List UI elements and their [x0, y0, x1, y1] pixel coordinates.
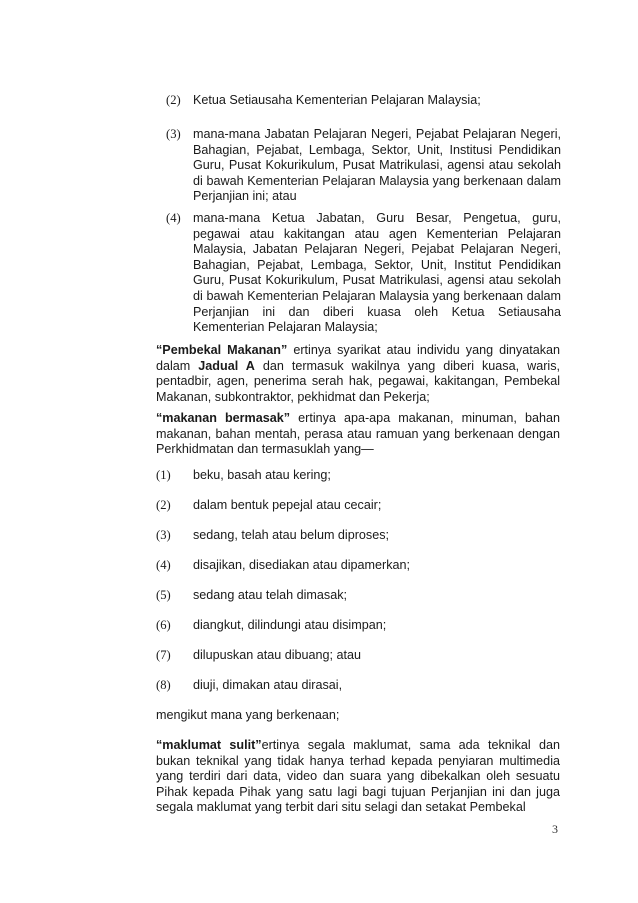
- definition-makanan-bermasak: “makanan bermasak” ertinya apa-apa makanan, minuman, bahan makanan, bahan mentah, perasa atau ramuan yang berkenaan dengan Perkhidmatan dan termasuklah yang—: [156, 411, 560, 457]
- list-item-text: beku, basah atau kering;: [193, 468, 331, 482]
- item-number: (2): [166, 93, 181, 107]
- list-item-number: (8): [156, 678, 171, 692]
- jadual-reference: Jadual A: [198, 358, 255, 373]
- definition-maklumat-sulit: “maklumat sulit”ertinya segala maklumat, sama ada teknikal dan bukan teknikal yang tidak hanya terhad kepada penyiaran multimedia yang terdiri dari data, video dan suara yang dibekalkan oleh sesuatu Pihak kepada Pihak yang satu lagi bagi tujuan Perjanjian ini dan juga segala maklumat yang terbit dari situ selagi dan setakat Pembekal: [156, 738, 560, 815]
- list-item-text: sedang, telah atau belum diproses;: [193, 528, 390, 542]
- list-item-number: (4): [156, 558, 171, 572]
- list-item-number: (3): [156, 528, 171, 542]
- item-text: Ketua Setiausaha Kementerian Pelajaran Malaysia;: [193, 93, 481, 107]
- list-item-text: diuji, dimakan atau dirasai,: [193, 678, 343, 692]
- item-text: mana-mana Jabatan Pelajaran Negeri, Pejabat Pelajaran Negeri, Bahagian, Pejabat, Lembaga, Sektor, Unit, Institusi Pendidikan Guru, Pusat Kokurikulum, Pusat Matrikulasi, agensi atau sekolah di bawah Kementerian Pelajaran Malaysia yang berkenaan dalam Perjanjian ini; atau: [193, 127, 561, 204]
- list-item-text: diangkut, dilindungi atau disimpan;: [193, 618, 387, 632]
- list-item-text: sedang atau telah dimasak;: [193, 588, 348, 602]
- list-item-number: (5): [156, 588, 171, 602]
- list-item-number: (1): [156, 468, 171, 482]
- definition-pembekal-makanan: “Pembekal Makanan” ertinya syarikat atau individu yang dinyatakan dalam Jadual A dan termasuk wakilnya yang diberi kuasa, waris, pentadbir, agen, penerima serah hak, pegawai, kakitangan, Pembekal Makanan, subkontraktor, pekhidmat dan Pekerja;: [156, 343, 561, 404]
- defined-term: “maklumat sulit”: [156, 738, 262, 752]
- list-item-text: dalam bentuk pepejal atau cecair;: [193, 498, 382, 512]
- list-item-text: dilupuskan atau dibuang; atau: [193, 648, 362, 662]
- item-number: (3): [166, 127, 181, 141]
- defined-term: “Pembekal Makanan”: [156, 343, 288, 357]
- item-number: (4): [166, 211, 181, 225]
- closing-line: mengikut mana yang berkenaan;: [156, 708, 340, 722]
- list-item-number: (6): [156, 618, 171, 632]
- defined-term: “makanan bermasak”: [156, 411, 291, 425]
- list-item-number: (2): [156, 498, 171, 512]
- page-number: 3: [552, 822, 558, 836]
- list-item-text: disajikan, disediakan atau dipamerkan;: [193, 558, 411, 572]
- list-item-number: (7): [156, 648, 171, 662]
- item-text: mana-mana Ketua Jabatan, Guru Besar, Pengetua, guru, pegawai atau kakitangan atau agen Kementerian Pelajaran Malaysia, Jabatan Pelajaran Negeri, Pejabat Pelajaran Negeri, Bahagian, Pejabat, Lembaga, Sektor, Unit, Institut Pendidikan Guru, Pusat Kokurikulum, Pusat Matrikulasi, agensi atau sekolah di bawah Kementerian Pelajaran Malaysia yang berkenaan dalam Perjanjian ini dan diberi kuasa oleh Ketua Setiausaha Kementerian Pelajaran Malaysia;: [193, 211, 561, 335]
